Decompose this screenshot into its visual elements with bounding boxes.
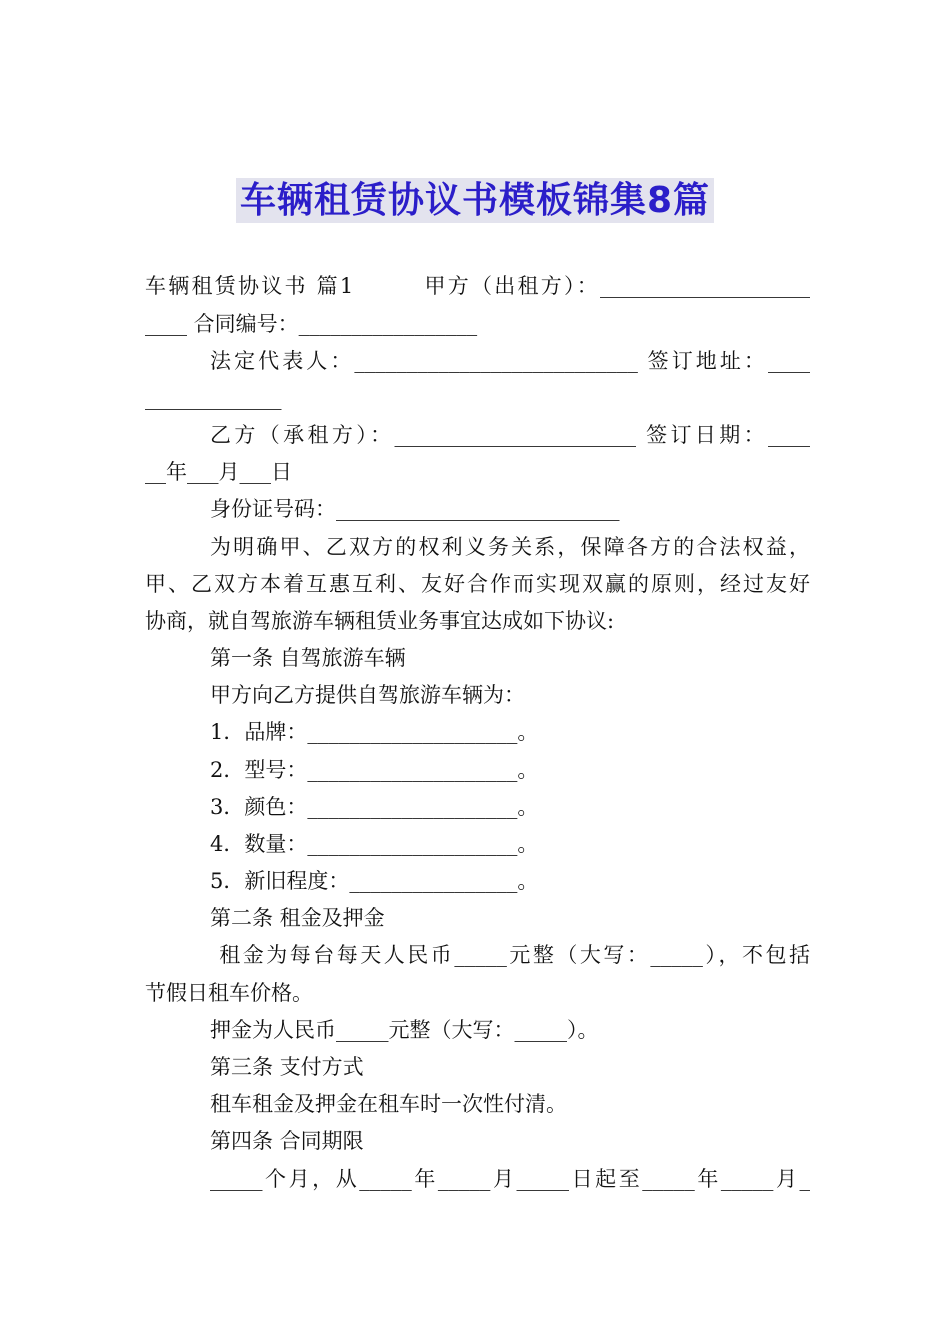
article-heading: 第二条 租金及押金 <box>210 906 385 930</box>
text-line: 租车租金及押金在租车时一次性付清。 <box>210 1092 567 1116</box>
document-title <box>0 172 950 223</box>
list-item: 2．型号：____________________。 <box>210 758 539 782</box>
text-line: 协商，就自驾旅游车辆租赁业务事宜达成如下协议: <box>145 609 615 633</box>
text-line: 身份证号码：___________________________ <box>210 497 620 521</box>
article-heading: 第三条 支付方式 <box>210 1055 364 1079</box>
article-heading: 第一条 自驾旅游车辆 <box>210 646 406 670</box>
text-line: 节假日租车价格。 <box>145 981 313 1005</box>
text-line: 乙方（承租方）：_______________________ 签订日期：____ <box>210 423 810 447</box>
text-line: _____个月，从_____年_____月_____日起至_____年_____月_ <box>210 1167 810 1191</box>
text-line: _____________ <box>145 386 282 410</box>
list-item: 1．品牌：____________________。 <box>210 720 539 744</box>
text-line: 押金为人民币_____元整（大写：_____）。 <box>210 1018 599 1042</box>
text-line: __年___月___日 <box>145 460 292 484</box>
text-line: 为明确甲、乙双方的权利义务关系，保障各方的合法权益， <box>210 535 810 559</box>
article-heading: 第四条 合同期限 <box>210 1129 364 1153</box>
text-line: 甲方向乙方提供自驾旅游车辆为： <box>210 683 525 707</box>
list-item: 5．新旧程度：________________。 <box>210 869 539 893</box>
text-line: 车辆租赁协议书 篇1 甲方（出租方）：____________________ <box>145 274 810 298</box>
list-item: 3．颜色：____________________。 <box>210 795 539 819</box>
document-title-text: 车辆租赁协议书模板锦集8篇 <box>236 178 714 223</box>
text-line: ____ 合同编号：_________________ <box>145 312 478 336</box>
text-line: 法定代表人：___________________________ 签订地址：____ <box>210 349 810 373</box>
text-line: 租金为每台每天人民币_____元整（大写：_____），不包括 <box>210 943 810 967</box>
list-item: 4．数量：____________________。 <box>210 832 539 856</box>
text-line: 甲、乙双方本着互惠互利、友好合作而实现双赢的原则，经过友好 <box>145 572 810 596</box>
